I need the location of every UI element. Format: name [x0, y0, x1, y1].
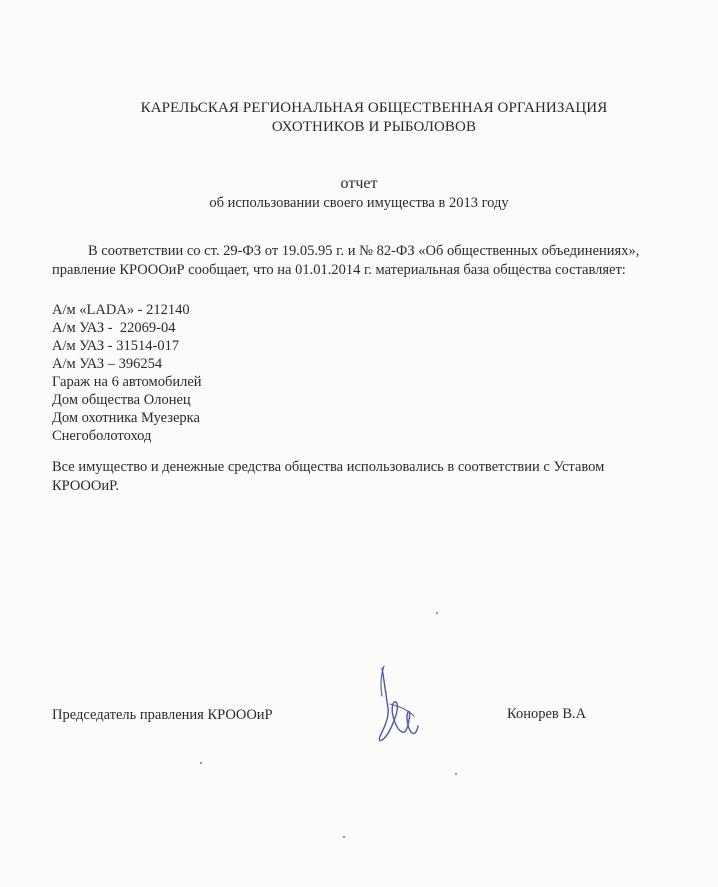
property-item: А/м «LADA» - 212140 [52, 302, 190, 318]
property-item: А/м УАЗ - 22069-04 [52, 320, 176, 336]
closing-line-1: Все имущество и денежные средства общества использовались в соответствии с Уставом [52, 459, 605, 475]
closing-paragraph [52, 458, 672, 496]
handwritten-signature [368, 660, 428, 745]
intro-line-2: правление КРОООиР сообщает, что на 01.01.2014 г. материальная база общества составляет: [52, 262, 626, 278]
signer-position: Председатель правления КРОООиР [52, 707, 273, 723]
property-list [52, 301, 202, 445]
property-item: Дом общества Олонец [52, 392, 191, 408]
org-name-line-1: КАРЕЛЬСКАЯ РЕГИОНАЛЬНАЯ ОБЩЕСТВЕННАЯ ОРГАНИЗАЦИЯ [140, 100, 608, 116]
property-item: Дом охотника Муезерка [52, 410, 200, 426]
closing-line-2: КРОООиР. [52, 478, 119, 494]
paper-speck [343, 836, 345, 838]
signer-name: Конорев В.А [507, 706, 587, 722]
property-item: А/м УАЗ – 396254 [52, 356, 163, 372]
intro-line-1 [52, 242, 672, 261]
property-item: Гараж на 6 автомобилей [52, 374, 202, 390]
property-item: Снегоболотоход [52, 428, 152, 444]
paper-speck [436, 612, 438, 614]
intro-line-1-text: В соответствии со ст. 29-ФЗ от 19.05.95 г. и № 82-ФЗ «Об общественных объединениях», [88, 243, 640, 259]
intro-paragraph [52, 242, 672, 280]
organization-header [0, 99, 718, 137]
paper-speck [200, 762, 202, 764]
paper-speck [455, 773, 457, 775]
org-name-line-2: ОХОТНИКОВ И РЫБОЛОВОВ [271, 119, 477, 135]
property-item: А/м УАЗ - 31514-017 [52, 338, 180, 354]
report-title [0, 175, 718, 193]
report-subtitle: об использовании своего имущества в 2013 году [209, 195, 509, 211]
report-title-text: отчет [340, 175, 378, 192]
